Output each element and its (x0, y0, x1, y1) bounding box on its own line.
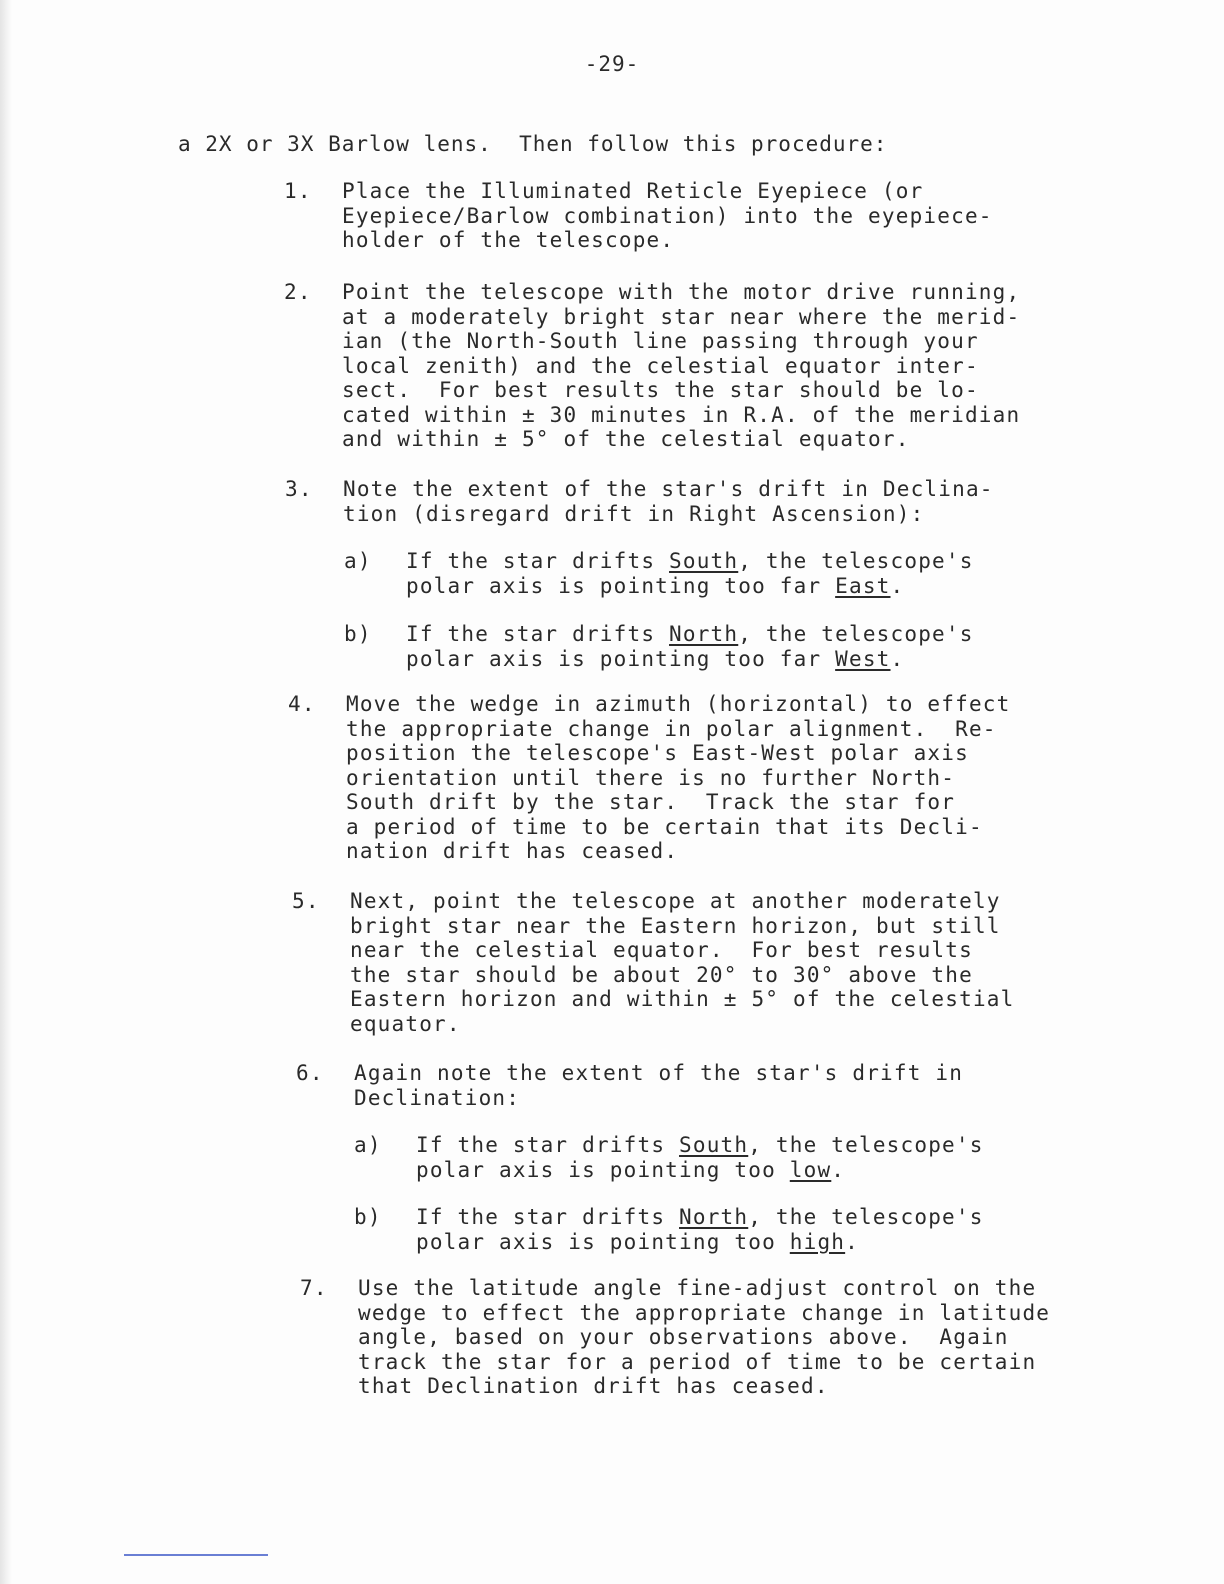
step-line: Note the extent of the star's drift in Declina- (343, 477, 994, 501)
step-line: position the telescope's East-West polar axis (346, 741, 969, 765)
step-6-sub-b (354, 1205, 984, 1254)
step-line: Again note the extent of the star's drift in (354, 1061, 964, 1085)
step-number: 1. (284, 179, 312, 203)
step-line: bright star near the Eastern horizon, but still (350, 913, 1001, 938)
step-number: 5. (292, 889, 320, 913)
footer-rule (124, 1554, 268, 1556)
underlined-word: East (835, 573, 891, 598)
step-line: the star should be about 20° to 30° above the (350, 962, 973, 987)
step-line: holder of the telescope. (342, 228, 675, 252)
step-line: wedge to effect the appropriate change in latitude (358, 1300, 1051, 1325)
step-line: ian (the North-South line passing through your (342, 329, 979, 353)
sub-line: polar axis is pointing too low. (416, 1157, 846, 1182)
step-line: Place the Illuminated Reticle Eyepiece (or (342, 179, 924, 203)
step-4 (288, 692, 1011, 864)
step-line: orientation until there is no further North- (346, 765, 956, 790)
underlined-word: high (789, 1229, 846, 1254)
step-line: a period of time to be certain that its Decli- (346, 814, 983, 839)
sub-letter: b) (354, 1205, 382, 1229)
step-6 (296, 1061, 964, 1110)
sub-letter: a) (354, 1133, 382, 1157)
sub-letter: a) (344, 549, 372, 573)
sub-line: If the star drifts North, the telescope's (406, 622, 974, 646)
underlined-word: low (789, 1157, 832, 1182)
step-line: Next, point the telescope at another moderately (350, 889, 1001, 913)
step-line: Move the wedge in azimuth (horizontal) to effect (346, 692, 1011, 716)
sub-line: If the star drifts South, the telescope's (416, 1133, 984, 1157)
step-line: Point the telescope with the motor drive running, (342, 280, 1021, 304)
page-edge-shadow (0, 0, 12, 1584)
step-line: at a moderately bright star near where the merid- (342, 304, 1021, 329)
step-7 (300, 1276, 1051, 1399)
step-line: Eastern horizon and within ± 5° of the celestial (350, 987, 1015, 1011)
step-line: local zenith) and the celestial equator inter- (342, 353, 979, 378)
sub-line: polar axis is pointing too far West. (406, 646, 905, 671)
step-3-sub-b (344, 622, 974, 671)
underlined-word: South (669, 549, 739, 573)
step-line: angle, based on your observations above. Again (358, 1325, 1009, 1349)
step-3 (285, 477, 994, 526)
step-5 (292, 889, 1015, 1036)
step-line: and within ± 5° of the celestial equator. (342, 427, 910, 451)
step-3-sub-a (344, 549, 974, 598)
sub-line: If the star drifts North, the telescope's (416, 1205, 984, 1229)
underlined-word: North (679, 1205, 749, 1229)
step-line: South drift by the star. Track the star for (346, 790, 956, 814)
step-1 (284, 179, 993, 253)
intro-text: a 2X or 3X Barlow lens. Then follow this procedure: (178, 132, 888, 156)
underlined-word: West (835, 646, 891, 671)
step-line: cated within ± 30 minutes in R.A. of the meridian (342, 402, 1021, 427)
sub-line: polar axis is pointing too far East. (406, 573, 905, 598)
step-number: 2. (284, 280, 312, 304)
underlined-word: South (679, 1133, 749, 1157)
sub-letter: b) (344, 622, 372, 646)
step-line: tion (disregard drift in Right Ascension): (343, 501, 925, 526)
step-line: that Declination drift has ceased. (358, 1374, 829, 1398)
step-line: sect. For best results the star should be lo- (342, 378, 979, 402)
page-number: -29- (584, 52, 640, 76)
step-line: near the celestial equator. For best results (350, 938, 973, 962)
step-line: Use the latitude angle fine-adjust control on the (358, 1276, 1037, 1300)
step-line: nation drift has ceased. (346, 839, 679, 863)
step-number: 7. (300, 1276, 328, 1300)
step-line: Eyepiece/Barlow combination) into the eyepiece- (342, 203, 993, 228)
step-number: 3. (285, 477, 313, 501)
step-6-sub-a (354, 1133, 984, 1182)
step-line: the appropriate change in polar alignment. Re- (346, 716, 997, 741)
step-number: 4. (288, 692, 316, 716)
sub-line: If the star drifts South, the telescope's (406, 549, 974, 573)
step-line: track the star for a period of time to be certain (358, 1349, 1037, 1374)
sub-line: polar axis is pointing too high. (416, 1229, 859, 1254)
step-line: equator. (350, 1011, 461, 1036)
underlined-word: North (669, 622, 739, 646)
step-line: Declination: (354, 1085, 521, 1110)
step-2 (284, 280, 1021, 452)
step-number: 6. (296, 1061, 324, 1085)
